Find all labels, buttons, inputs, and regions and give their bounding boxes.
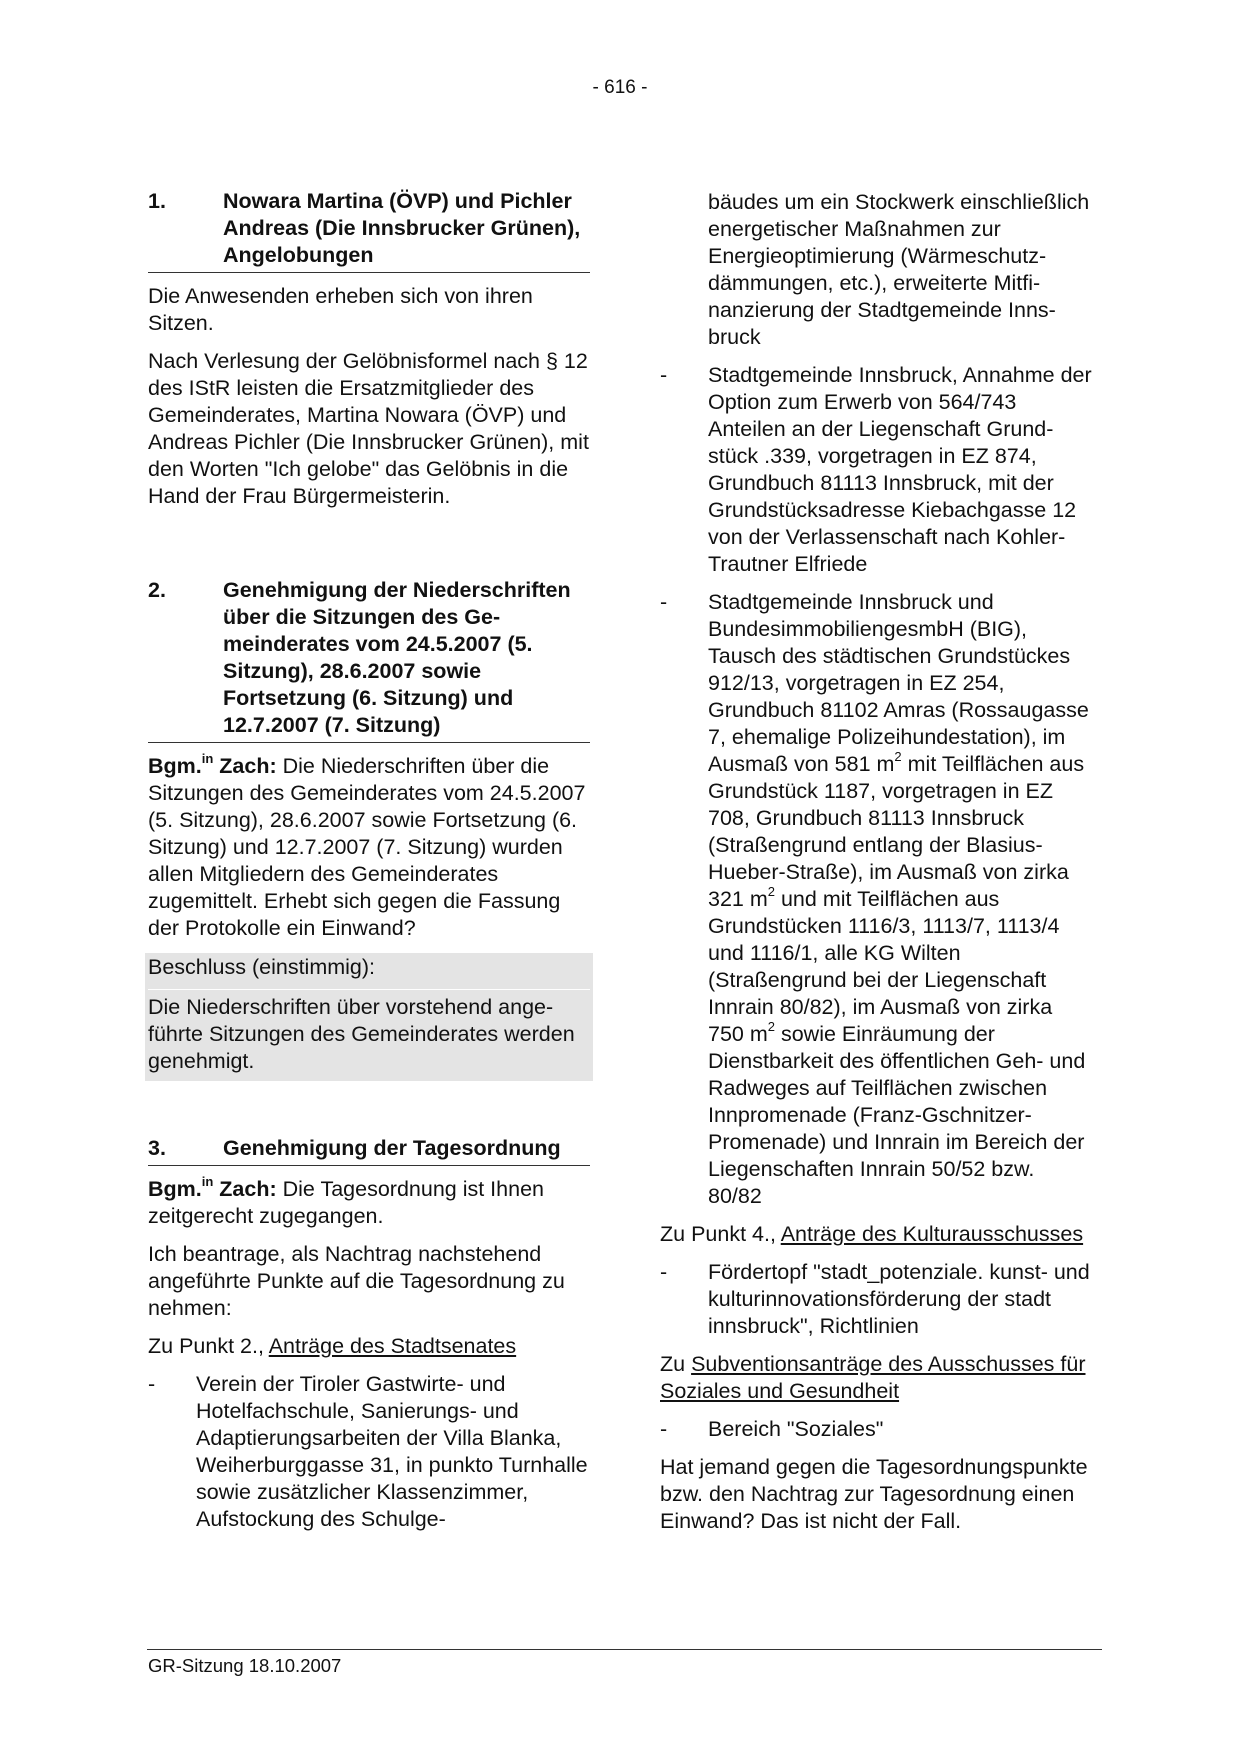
speaker-statement: Bgm.$^{in}$ Zach: Die Tagesordnung ist Ihnen zeitgerecht zugegangen. xyxy=(148,1173,544,1228)
list-item: - Stadtgemeinde Innsbruck und BundesimmobiliengesmbH (BIG), Tausch des städtischen Grundstückes 912/13, vorgetragen in EZ 254, Grundbuch 81102 Amras (Rossaugasse 7, ehemalige Polizeihundestation), im Ausmaß von 581 $m^2$ mit Teilflächen aus Grundstück 1187, vorgetragen in EZ 708, Grundbuch 81113 Innsbruck (Straßengrund entlang der Blasius-Hueber-Straße), im Ausmaß von zirka 321 $m^2$ und mit Teilflächen aus Grundstücken 1116/3, 1113/7, 1113/4 und 1116/1, alle KG Wilten (Straßengrund bei der Liegenschaft Innrain 80/82), im Ausmaß von zirka 750 $m^2$ sowie Einräumung der Dienstbarkeit des öffentlichen Geh- und Radweges auf Teilflächen zwischen Innpromenade (Franz-Gschnitzer-Promenade) und Innrain im Bereich der Liegenschaften Innrain 50/52 bzw. 80/82 xyxy=(660,590,1089,1208)
page-number: - 616 - xyxy=(592,77,648,98)
paragraph: Nach Verlesung der Gelöbnisformel nach § 12 des IStR leisten die Ersatzmitglieder des Gemeinderates, Martina Nowara (ÖVP) und Andreas Pichler (Die Innsbrucker Grünen), mit den Worten "Ich gelobe" das Gelöbnis in die Hand der Frau Bürgermeisterin. xyxy=(148,349,589,508)
footer-divider xyxy=(147,1649,1102,1650)
resolution-text: Die Niederschriften über vorstehend angeführte Sitzungen des Gemeinderates werden genehmigt. xyxy=(148,995,575,1073)
agenda-reference: Zu Punkt 4., Anträge des Kulturausschusses xyxy=(660,1222,1084,1246)
paragraph: Ich beantrage, als Nachtrag nachstehend angeführte Punkte auf die Tagesordnung zu nehmen: xyxy=(148,1242,565,1320)
agenda-reference: Zu Subventionsanträge des Ausschusses für Soziales und Gesundheit xyxy=(660,1352,1086,1403)
section-number: 2. xyxy=(148,578,166,602)
right-column xyxy=(660,189,1092,1546)
section-title: Genehmigung der Niederschriften über die Sitzungen des Gemeinderates vom 24.5.2007 (5. Sitzung), 28.6.2007 sowie Fortsetzung (6. Sitzung) und 12.7.2007 (7. Sitzung) xyxy=(223,578,571,737)
section-2-heading xyxy=(148,577,590,743)
list-item: - Fördertopf "stadt_potenziale. kunst- und kulturinnovationsförderung der stadt innsbruck", Richtlinien xyxy=(660,1260,1090,1338)
list-item: - Stadtgemeinde Innsbruck, Annahme der Option zum Erwerb von 564/743 Anteilen an der Liegenschaft Grundstück .339, vorgetragen in EZ 874, Grundbuch 81113 Innsbruck, mit der Grundstücksadresse Kiebachgasse 12 von der Verlassenschaft nach Kohler-Trautner Elfriede xyxy=(660,363,1092,576)
resolution-label: Beschluss (einstimmig): xyxy=(148,954,590,990)
paragraph: Die Anwesenden erheben sich von ihren Sitzen. xyxy=(148,284,533,335)
section-number: 1. xyxy=(148,189,166,213)
footer-text: GR-Sitzung 18.10.2007 xyxy=(148,1655,342,1676)
speaker-label: Bgm.$^{in}$ Zach: xyxy=(148,750,277,778)
section-1-heading xyxy=(148,188,590,273)
left-column xyxy=(148,188,590,1544)
speaker-statement: Bgm.$^{in}$ Zach: Die Niederschriften über die Sitzungen des Gemeinderates vom 24.5.2007 (5. Sitzung), 28.6.2007 sowie Fortsetzung (6. Sitzung) und 12.7.2007 (7. Sitzung) wurden allen Mitgliedern des Gemeinderates zugemittelt. Erhebt sich gegen die Fassung der Protokolle ein Einwand? xyxy=(148,750,586,940)
agenda-reference: Zu Punkt 2., Anträge des Stadtsenates xyxy=(148,1334,517,1358)
list-item-continuation: bäudes um ein Stockwerk einschließlich energetischer Maßnahmen zur Energieoptimierung (Wärmeschutzdämmungen, etc.), erweiterte Mitfinanzierung der Stadtgemeinde Innsbruck xyxy=(708,190,1090,349)
section-title: Nowara Martina (ÖVP) und Pichler Andreas (Die Innsbrucker Grünen), Angelobungen xyxy=(223,189,581,267)
section-number: 3. xyxy=(148,1136,166,1160)
speaker-label: Bgm.$^{in}$ Zach: xyxy=(148,1173,277,1201)
closing-paragraph: Hat jemand gegen die Tagesordnungspunkte bzw. den Nachtrag zur Tagesordnung einen Einwand? Das ist nicht der Fall. xyxy=(660,1455,1088,1533)
list-item: - Verein der Tiroler Gastwirte- und Hotelfachschule, Sanierungs- und Adaptierungsarbeiten der Villa Blanka, Weiherburggasse 31, in punkto Turnhalle sowie zusätzlicher Klassenzimmer, Aufstockung des Schulge- xyxy=(148,1372,588,1531)
resolution-box xyxy=(145,953,593,1081)
list-item: - Bereich "Soziales" xyxy=(660,1417,884,1441)
section-title: Genehmigung der Tagesordnung xyxy=(223,1136,561,1160)
section-3-heading xyxy=(148,1135,590,1166)
